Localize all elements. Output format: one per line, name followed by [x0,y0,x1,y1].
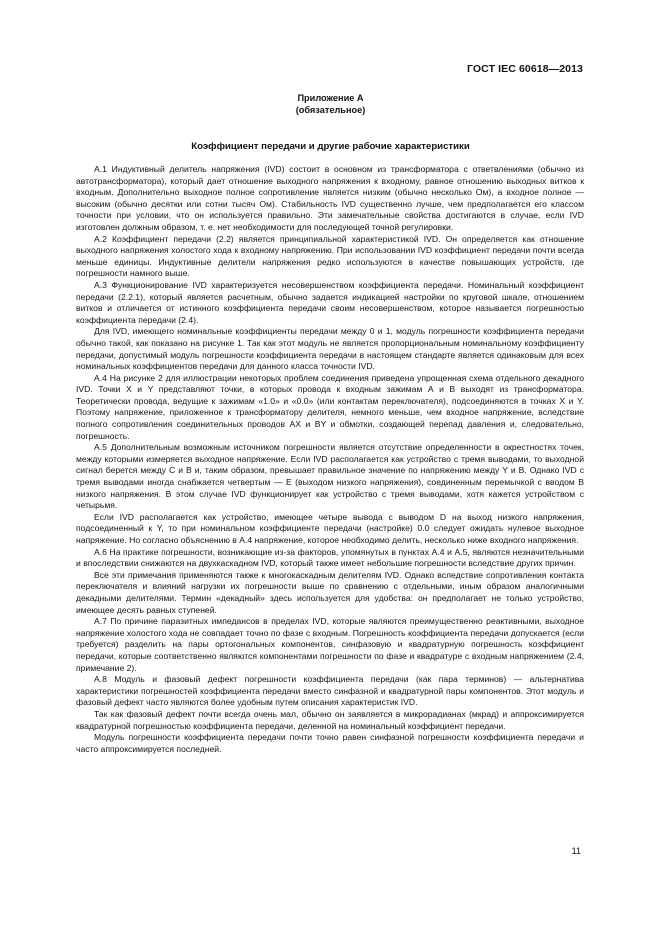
paragraph-a8-cont: Так как фазовый дефект почти всегда очень мал, обычно он заявляется в микрорадианах (мкрад) и аппроксимируется квадратурной погрешностью коэффициента передачи, деленной на номинальный коэффициент передачи. [76,708,584,731]
paragraph-a2: А.2 Коэффициент передачи (2.2) является принципиальной характеристикой IVD. Он определяется как отношение выходного напряжения холостого хода к входному напряжению. При использовании IVD коэффициент передачи почти всегда меньше единицы. Индуктивные делители напряжения редко используются в качестве повышающих устройств, где погрешности намного выше. [76,233,584,279]
paragraph-a8: А.8 Модуль и фазовый дефект погрешности коэффициента передачи (как пара терминов) — альтернатива характеристики погрешностей коэффициента передачи вместо синфазной и квадратурной пары компонентов. Этот модуль и фазовый дефект часто являются более удобным путем описания характеристик IVD. [76,674,584,708]
annex-title-block [0,92,661,116]
paragraph-a8-final: Модуль погрешности коэффициента передачи почти точно равен синфазной погрешности коэффициента передачи и часто аппроксимируется последней. [76,732,584,754]
body-text [76,164,584,755]
paragraph-a6: А.6 На практике погрешности, возникающие из-за факторов, упомянутых в пунктах А.4 и А.5, являются незначительными и впоследствии снижаются на двухкаскадном IVD, который также имеет небольшие погрешности вследствие других причин. [76,546,584,569]
paragraph-a5-cont: Если IVD располагается как устройство, имеющее четыре вывода с выводом D на выход низкого напряжения, подсоединенный к Y, то при номинальном коэффициенте передачи (настройке) 0.0 следует ожидать нулевое выходное напряжение. Но согласно объяснению в А.4 напряжение, которое необходимо делить, несколько ниже входного напряжения. [76,511,584,545]
paragraph-a1: А.1 Индуктивный делитель напряжения (IVD) состоит в основном из трансформатора с ответвлениями (обычно из автотрансформатора), который дает отношение выходного напряжения к входному, равное отношению выходных витков к входным. Дополнительно выходное полное сопротивление является низким (обычно несколько Ом), а входное полное — высоким (обычно десятки или сотни тысяч Ом). Стабильность IVD существенно лучше, чем предполагается его классом точности при условии, что он используется правильно. Эти замечательные свойства достигаются в случае, если IVD изготовлен должным образом, т. е. нет необходимости для последующей точной регулировки. [76,164,584,232]
paragraph-a6-cont: Все эти примечания применяются также к многокаскадным делителям IVD. Однако вследствие сопротивления контакта переключателя и влияний нагрузки их погрешности выше по сравнению с отдельными, иным образом аналогичными декадными делителями. Термин «декадный» здесь используется для удобства: он предполагает не только устройство, имеющее десять равных ступеней. [76,569,584,615]
standard-header: ГОСТ IEC 60618—2013 [466,63,583,75]
paragraph-a7: А.7 По причине паразитных импедансов в пределах IVD, которые являются преимущественно реактивными, выходное напряжение холостого хода не совпадает точно по фазе с входным. Погрешность коэффициента передачи допускается (если требуется) разделить на пары ортогональных компонентов, синфазовую и квадратурную погрешность коэффициент передачи, которые соответственно являются компонентами погрешности по фазе и квадратуре с входным напряжением (2.4, примечание 2). [76,616,584,673]
paragraph-a3-cont: Для IVD, имеющего номинальные коэффициенты передачи между 0 и 1, модуль погрешности коэффициента передачи обычно такой, как показано на рисунке 1. Так как этот модуль не является пропорциональным номинальному коэффициенту передачи, допустимый модуль погрешности коэффициента передачи в настоящем стандарте является одинаковым для всех номинальных коэффициентов передачи для данного класса точности IVD. [76,326,584,372]
paragraph-a5: А.5 Дополнительным возможным источником погрешности является отсутствие определенности в окрестностях точек, между которыми измеряется выходное напряжение. Если IVD располагается как устройство с тремя выводами, то выходной сигнал берется между С и В и, таким образом, превышает правильное значение по напряжению между Y и В. Однако IVD с тремя выводами иногда снабжается четвертым — Е (выходом низкого напряжения), соединенным перемычкой с вводом В низкого напряжения. В этом случае IVD функционирует как устройство с тремя выводами, хотя кажется устройством с четырьмя. [76,442,584,511]
page-number: 11 [571,846,581,856]
paragraph-a4: А.4 На рисунке 2 для иллюстрации некоторых проблем соединения приведена упрощенная схема отдельного декадного IVD. Точки X и Y представляют точки, в которых провода к входным зажимам А и В выходят из трансформатора. Теоретически провода, ведущие к зажимам «1.0» и «0.0» (или контактам переключателя), подсоединяются в точках X и Y. Поэтому напряжение, приложенное к трансформатору делителя, немного меньше, чем входное напряжение, вследствие полного сопротивления соединительных проводов АХ и ВY и обмотки, создающей перепад давления и, следовательно, погрешность. [76,372,584,441]
annex-title: Приложение А [297,93,364,103]
paragraph-a3: А.3 Функционирование IVD характеризуется несовершенством коэффициента передачи. Номинальный коэффициент передачи (2.2.1), который является расчетным, обычно задается индикацией настройки по круговой шкале, отношением витков и отличается от истинного коэффициента передачи своим несовершенством, которое называется погрешностью коэффициента передачи (2.4). [76,279,584,325]
annex-subtitle: (обязательное) [295,105,366,115]
section-heading: Коэффициент передачи и другие рабочие характеристики [191,141,470,152]
